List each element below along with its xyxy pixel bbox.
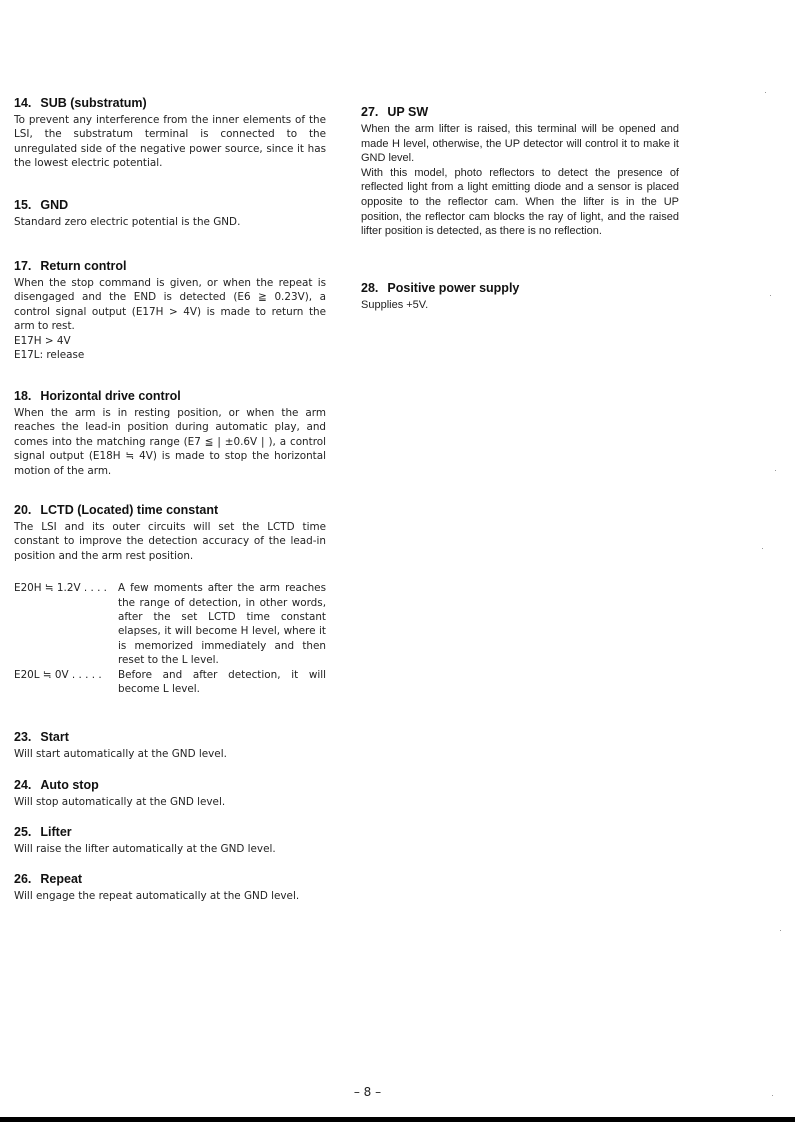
section-title: Start xyxy=(40,730,69,744)
section-heading xyxy=(14,824,326,840)
section-24 xyxy=(14,777,326,809)
section-number: 20. xyxy=(14,503,32,517)
scan-speck xyxy=(762,548,763,549)
section-heading xyxy=(14,258,326,274)
section-title: Auto stop xyxy=(40,778,99,792)
section-number: 17. xyxy=(14,259,32,273)
definition-row xyxy=(14,581,326,667)
section-number: 27. xyxy=(361,105,379,119)
section-body: When the arm lifter is raised, this terminal will be opened and made H level, otherwise, the UP detector will control it to make it GND level. xyxy=(361,123,679,165)
section-heading xyxy=(361,280,679,296)
section-17 xyxy=(14,258,326,362)
section-title: SUB (substratum) xyxy=(40,96,147,110)
section-title: Lifter xyxy=(40,825,72,839)
section-26 xyxy=(14,871,326,903)
section-body: Standard zero electric potential is the GND. xyxy=(14,216,241,228)
section-number: 15. xyxy=(14,198,32,212)
section-25 xyxy=(14,824,326,856)
section-number: 23. xyxy=(14,730,32,744)
definition-value: Before and after detection, it will become L level. xyxy=(118,668,326,696)
section-number: 28. xyxy=(361,281,379,295)
section-number: 14. xyxy=(14,96,32,110)
section-title: Horizontal drive control xyxy=(40,389,181,403)
definition-key: E20H ≒ 1.2V . . . . xyxy=(14,582,107,595)
section-heading xyxy=(14,502,326,518)
section-body: Will engage the repeat automatically at the GND level. xyxy=(14,890,300,902)
scan-speck xyxy=(772,1095,773,1096)
scan-speck xyxy=(765,92,766,93)
condition-line: E17L: release xyxy=(14,349,85,362)
definition-row xyxy=(14,668,326,697)
scan-border xyxy=(0,1117,795,1122)
section-title: GND xyxy=(40,198,69,212)
section-body: Supplies +5V. xyxy=(361,299,429,311)
section-14 xyxy=(14,95,326,171)
section-title: Return control xyxy=(40,259,127,273)
section-number: 24. xyxy=(14,778,32,792)
section-title: LCTD (Located) time constant xyxy=(40,503,219,517)
section-heading xyxy=(14,197,326,213)
section-20 xyxy=(14,502,326,696)
section-27 xyxy=(361,104,679,239)
section-15 xyxy=(14,197,326,229)
section-heading xyxy=(14,871,326,887)
section-body: Will start automatically at the GND level. xyxy=(14,748,227,760)
section-number: 25. xyxy=(14,825,32,839)
definition-key: E20L ≒ 0V . . . . . xyxy=(14,668,102,681)
definition-value: A few moments after the arm reaches the range of detection, in other words, after the set LCTD time constant elapses, it will become H level, where it is memorized immediately and then reset to the L level. xyxy=(118,582,326,667)
section-heading xyxy=(14,95,326,111)
section-heading xyxy=(14,729,326,745)
section-body: When the stop command is given, or when the repeat is disengaged and the END is detected (E6 ≧ 0.23V), a control signal output (E17H > 4V) is made to return the arm to rest. xyxy=(14,277,326,333)
condition-line: E17H > 4V xyxy=(14,334,71,347)
section-28 xyxy=(361,280,679,313)
scan-speck xyxy=(770,295,771,296)
scan-speck xyxy=(780,930,781,931)
section-title: Repeat xyxy=(40,872,83,886)
section-18 xyxy=(14,388,326,478)
section-body: To prevent any interference from the inner elements of the LSI, the substratum terminal is connected to the unregulated side of the negative power source, since it has the lowest electric potential. xyxy=(14,114,326,170)
section-heading xyxy=(14,777,326,793)
page-number: – 8 – xyxy=(353,1085,382,1099)
section-heading xyxy=(14,388,326,404)
section-number: 18. xyxy=(14,389,32,403)
section-body: The LSI and its outer circuits will set the LCTD time constant to improve the detection accuracy of the lead-in position and the arm rest position. xyxy=(14,521,326,562)
section-number: 26. xyxy=(14,872,32,886)
section-body: Will raise the lifter automatically at the GND level. xyxy=(14,843,276,855)
section-body: When the arm is in resting position, or when the arm reaches the lead-in position during automatic play, and comes into the matching range (E7 ≦ | ±0.6V | ), a control signal output (E18H ≒ 4V) is made to stop the horizontal motion of the arm. xyxy=(14,407,326,477)
scan-speck xyxy=(775,470,776,471)
section-body: With this model, photo reflectors to detect the presence of reflected light from a light emitting diode and a sensor is placed opposite to the reflector cam. When the lifter is in the UP position, the reflector cam blocks the ray of light, and the raised lifter position is detected, as there is no reflection. xyxy=(361,166,679,238)
section-heading xyxy=(361,104,679,120)
section-body: Will stop automatically at the GND level. xyxy=(14,796,226,808)
section-23 xyxy=(14,729,326,761)
section-title: Positive power supply xyxy=(387,281,520,295)
section-title: UP SW xyxy=(387,105,429,119)
